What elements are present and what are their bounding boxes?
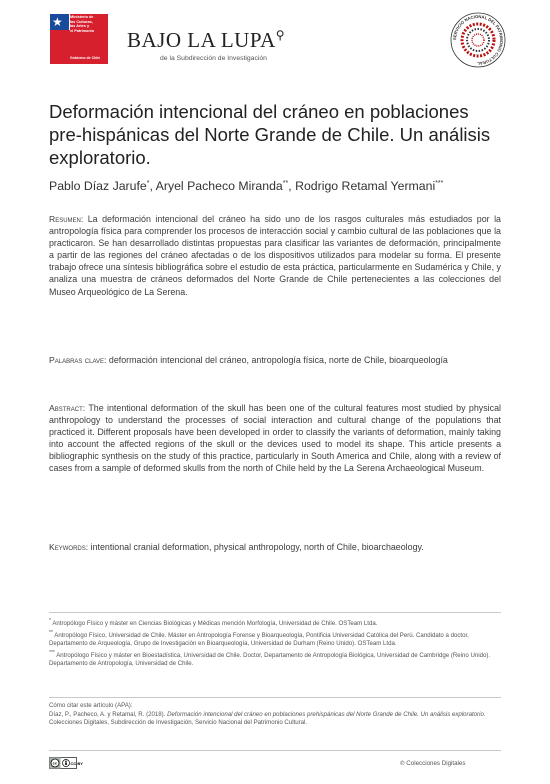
keywords-text: intentional cranial deformation, physical anthropology, north of Chile, bioarchaeology. xyxy=(90,542,424,552)
series-title xyxy=(127,28,285,53)
svg-text:SERVICIO NACIONAL DEL PATRIMON xyxy=(452,14,504,66)
citation-authors: Díaz, P., Pacheco, A. y Retamal, R. (2018). xyxy=(49,710,166,718)
footer-divider xyxy=(49,750,501,751)
citation-source: Colecciones Digitales, Subdirección de Investigación, Servicio Nacional del Patrimonio Cultural. xyxy=(49,719,308,727)
authors: Pablo Díaz Jarufe*, Aryel Pacheco Miranda**, Rodrigo Retamal Yermani*** xyxy=(49,179,444,193)
ministry-line: las Artes y xyxy=(70,24,90,29)
footnote xyxy=(49,617,501,629)
citation-title: Deformación intencional del cráneo en poblaciones prehispánicas del Norte Grande de Chile. Un análisis exploratorio. xyxy=(167,710,486,718)
keywords-paragraph xyxy=(49,541,501,553)
footnote-mark: *** xyxy=(49,649,55,656)
palabras-clave-label: Palabras clave: xyxy=(49,355,107,365)
ministry-name xyxy=(70,15,108,33)
star-icon: ★ xyxy=(52,15,63,29)
seal-text: SERVICIO NACIONAL DEL PATRIMONIO CULTURAL xyxy=(451,13,505,67)
institution-seal-logo xyxy=(448,10,508,70)
footnotes xyxy=(49,617,501,669)
keywords-label: Keywords: xyxy=(49,542,89,552)
footnote xyxy=(49,649,501,669)
footnote-mark: ** xyxy=(49,629,53,636)
author-footnote-mark: *** xyxy=(435,179,444,187)
author-name: Rodrigo Retamal Yermani xyxy=(295,179,436,193)
resumen-text: La deformación intencional del cráneo ha sido uno de los rasgos culturales más estudiados por la antropología física para comprender los procesos de interacción social y cambio cultural de las poblaciones que la practicaron. Se han desarrollado distintas propuestas para clasificar las variantes de deformación, principalmente a partir de las regiones del cráneo afectadas o de los dispositivos utilizados para modelar su forma. El presente trabajo ofrece una síntesis bibliográfica sobre el estudio de esta práctica, particularmente en Sudamérica y Chile, y analiza una muestra de cráneos deformados del Norte Grande de Chile pertenecientes a las colecciones del Museo Arqueológico de La Serena. xyxy=(49,214,501,297)
magnifier-icon: ⚲ xyxy=(275,28,286,42)
collections-logo-icon: ℗ xyxy=(400,760,405,767)
author-name: Pablo Díaz Jarufe xyxy=(49,179,147,193)
footnote-divider xyxy=(49,612,501,613)
citation-text xyxy=(49,711,501,728)
resumen-paragraph xyxy=(49,213,501,298)
author-footnote-mark: * xyxy=(146,179,150,187)
collections-footer xyxy=(400,760,465,767)
abstract-text: The intentional deformation of the skull has been one of the cultural features most studied by physical anthropology to understand the processes of social interaction and cultural change of the populations that practiced it. Different proposals have been developed in order to classify the variants of deformation, mainly taking into account the affected regions of the skull or the devices used to model its shape. This article presents a bibliographic synthesis on the study of this practice, particularly in South America and Chile, along with a review of cases from a sample of deformed skulls from the north of Chile held by the La Serena Archaeological Museum. xyxy=(49,403,501,474)
license-text: CC BY xyxy=(70,761,83,766)
footnote-mark: * xyxy=(49,618,51,624)
resumen-label: Resumen: xyxy=(49,214,84,224)
article-title: Deformación intencional del cráneo en poblaciones pre-hispánicas del Norte Grande de Chile. Un análisis exploratorio. xyxy=(49,101,491,168)
abstract-paragraph xyxy=(49,402,501,475)
ministry-line: Ministerio de xyxy=(70,15,94,19)
footnote-text: Antropólogo Físico, Universidad de Chile. Máster en Antropología Forense y Bioarqueología, Pontificia Universidad Católica del Perú. Candidato a doctor, Departamento de Arqueología, Grupo de Investigación en Bioarqueología, Universidad de Durham (Reino Unido). OSTeam Ltda. xyxy=(49,631,469,648)
citation-label: Cómo citar este artículo (APA): xyxy=(49,702,133,709)
palabras-clave-paragraph xyxy=(49,354,501,366)
collections-label: Colecciones Digitales xyxy=(406,760,466,767)
government-logo xyxy=(50,14,108,64)
footnote-text: Antropólogo Físico y máster en Bioestadística, Universidad de Chile. Doctor, Departamento de Antropología Biológica, Universidad de Cambridge (Reino Unido). Departamento de Antropología, Universidad de Chile. xyxy=(49,651,491,668)
author-footnote-mark: ** xyxy=(282,179,289,187)
author-name: Aryel Pacheco Miranda xyxy=(155,179,283,193)
footnote xyxy=(49,629,501,649)
ministry-line: el Patrimonio xyxy=(70,28,95,33)
series-subtitle: de la Subdirección de Investigación xyxy=(160,55,267,62)
citation-divider xyxy=(49,697,501,698)
abstract-label: Abstract: xyxy=(49,403,86,413)
government-label: Gobierno de Chile xyxy=(70,56,101,60)
ministry-line: las Culturas, xyxy=(70,19,93,24)
palabras-clave-text: deformación intencional del cráneo, antropología física, norte de Chile, bioarqueología xyxy=(108,355,448,365)
creative-commons-badge-icon xyxy=(49,757,83,769)
citation xyxy=(49,702,501,728)
svg-text:cc: cc xyxy=(52,760,58,766)
footnote-text: Antropólogo Físico y máster en Ciencias Biológicas y Médicas mención Morfología, Universidad de Chile. OSTeam Ltda. xyxy=(52,620,378,628)
series-title-text: BAJO LA LUPA xyxy=(127,28,276,52)
